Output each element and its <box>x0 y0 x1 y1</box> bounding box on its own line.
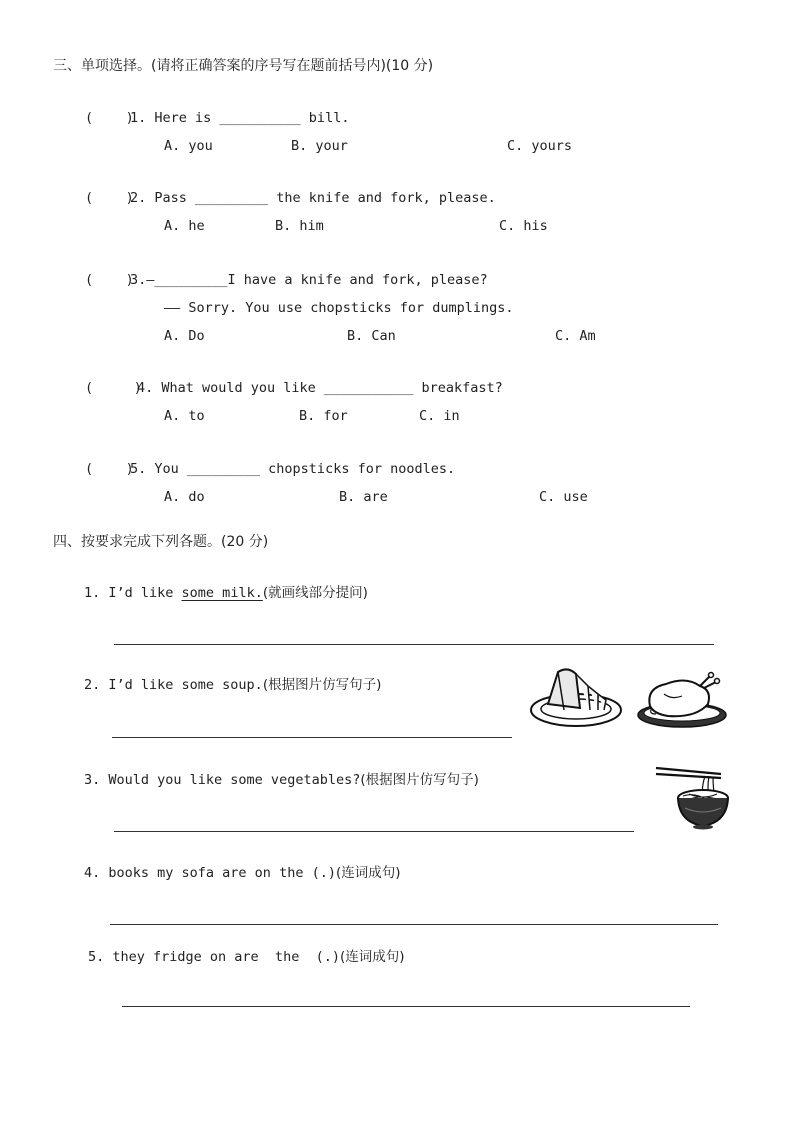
s4-item-3-answer-line[interactable] <box>114 831 634 832</box>
q2-bracket[interactable]: ( ) <box>85 190 134 206</box>
q4-stem: 4. What would you like ___________ breakfast? <box>137 380 503 396</box>
q3-option-c: C. Am <box>555 328 596 344</box>
s4-item-3-prefix: 3. Would you like some vegetables? <box>84 772 361 788</box>
s4-item-3 <box>84 772 479 788</box>
q1-option-c: C. yours <box>507 138 573 154</box>
q4-option-c: C. in <box>419 408 460 424</box>
bread-on-plate-icon <box>528 664 624 730</box>
s4-item-2-prefix: 2. I’d like some soup. <box>84 677 263 693</box>
s4-item-2-answer-line[interactable] <box>112 737 512 738</box>
s4-item-4-prefix: 4. books my sofa are on the (.) <box>84 865 336 881</box>
q2-option-c: C. his <box>499 218 548 234</box>
q4-option-b: B. for <box>299 408 348 424</box>
s4-item-1-hint: (就画线部分提问) <box>262 585 368 601</box>
q1-stem: 1. Here is __________ bill. <box>130 110 350 126</box>
q5-option-c: C. use <box>539 489 588 505</box>
s4-item-1-answer-line[interactable] <box>114 644 714 645</box>
s4-item-3-hint: (根据图片仿写句子) <box>360 772 479 788</box>
q4-bracket[interactable]: ( ) <box>85 380 142 396</box>
section-3-title: 三、单项选择。(请将正确答案的序号写在题前括号内)(10 分) <box>53 58 434 74</box>
s4-item-1-prefix: 1. I’d like <box>84 585 182 601</box>
q3-option-a: A. Do <box>164 328 205 344</box>
s4-item-5-hint: (连词成句) <box>339 949 405 965</box>
q3-bracket[interactable]: ( ) <box>85 272 134 288</box>
s4-item-1 <box>84 585 368 601</box>
q1-bracket[interactable]: ( ) <box>85 110 134 126</box>
s4-item-5-answer-line[interactable] <box>122 1006 690 1007</box>
q3-option-b: B. Can <box>347 328 396 344</box>
s4-item-1-underlined: some milk. <box>181 585 263 601</box>
q2-option-a: A. he <box>164 218 205 234</box>
q2-stem: 2. Pass _________ the knife and fork, please. <box>130 190 496 206</box>
q1-option-a: A. you <box>164 138 213 154</box>
s4-item-5-prefix: 5. they fridge on are the (.) <box>88 949 340 965</box>
noodles-with-chopsticks-icon <box>655 764 731 832</box>
q1-option-b: B. your <box>291 138 348 154</box>
roast-chicken-icon <box>636 672 728 732</box>
s4-item-4 <box>84 865 401 881</box>
q5-stem: 5. You _________ chopsticks for noodles. <box>130 461 456 477</box>
s4-item-2 <box>84 677 381 693</box>
q4-option-a: A. to <box>164 408 205 424</box>
q5-option-b: B. are <box>339 489 388 505</box>
s4-item-2-hint: (根据图片仿写句子) <box>262 677 382 693</box>
s4-item-4-answer-line[interactable] <box>110 924 718 925</box>
section-4-title: 四、按要求完成下列各题。(20 分) <box>53 534 269 550</box>
q2-option-b: B. him <box>275 218 324 234</box>
s4-item-5 <box>88 949 405 965</box>
q5-bracket[interactable]: ( ) <box>85 461 134 477</box>
q5-option-a: A. do <box>164 489 205 505</box>
s4-item-4-hint: (连词成句) <box>335 865 401 881</box>
q3-reply: —— Sorry. You use chopsticks for dumplings. <box>164 300 514 316</box>
q3-stem: 3.—_________I have a knife and fork, please? <box>130 272 488 288</box>
